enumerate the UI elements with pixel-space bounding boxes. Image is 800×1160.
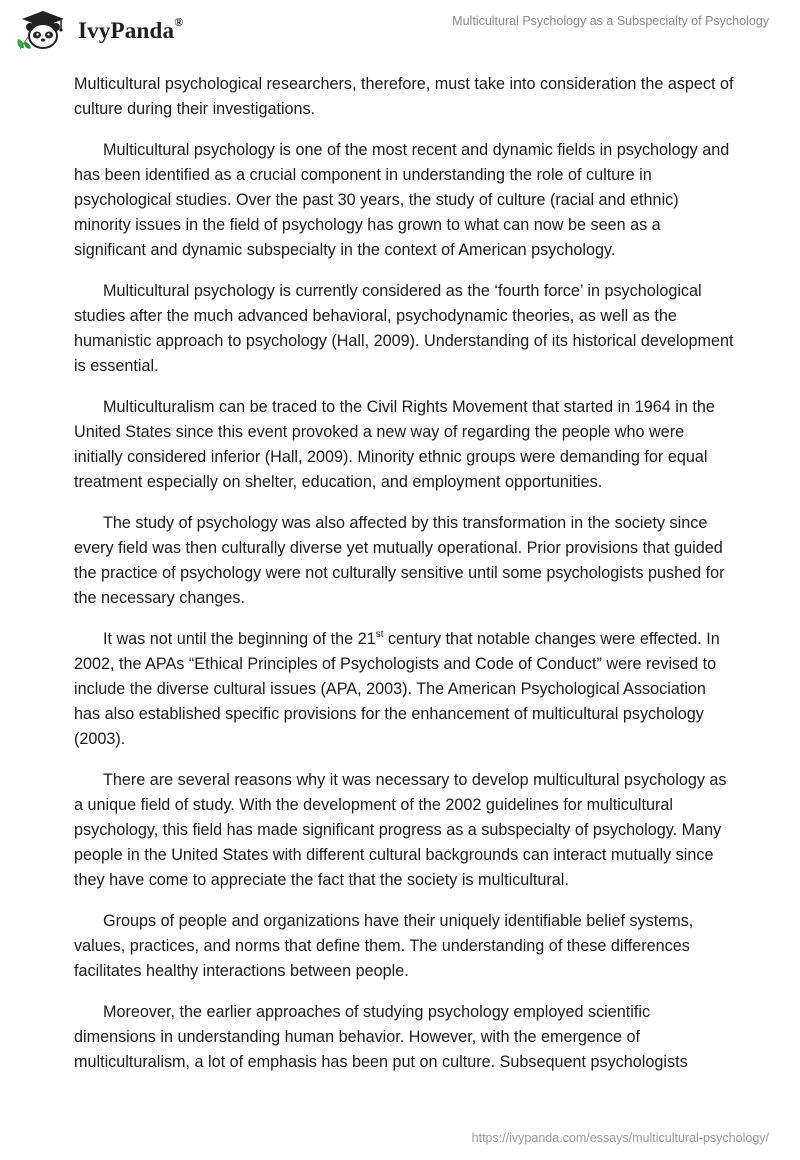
- essay-body: [74, 72, 734, 1091]
- paragraph: Moreover, the earlier approaches of studying psychology employed scientific dimensions in understanding human behavior. However, with the emergence of multiculturalism, a lot of emphasis has been put on culture. Subsequent psychologists: [74, 1003, 688, 1071]
- ivypanda-logo[interactable]: [14, 9, 183, 51]
- running-title: Multicultural Psychology as a Subspecialty of Psychology: [452, 14, 769, 28]
- brand-name: IvyPanda®: [78, 15, 184, 43]
- panda-graduate-icon: [14, 9, 72, 51]
- paragraph: Groups of people and organizations have their uniquely identifiable belief systems, values, practices, and norms that define them. The understanding of these differences facilitates healthy interactions between people.: [74, 912, 694, 980]
- page-header: [0, 0, 800, 64]
- paragraph: Multicultural psychology is currently considered as the ‘fourth force’ in psychological studies after the much advanced behavioral, psychodynamic theories, as well as the humanistic approach to psychology (Hall, 2009). Understanding of its historical development is essential.: [74, 282, 734, 375]
- paragraph: The study of psychology was also affected by this transformation in the society since every field was then culturally diverse yet mutually operational. Prior provisions that guided the practice of psychology were not culturally sensitive until some psychologists pushed for the necessary changes.: [74, 514, 725, 607]
- source-url-link[interactable]: https://ivypanda.com/essays/multicultural-psychology/: [471, 1131, 769, 1145]
- paragraph: Multiculturalism can be traced to the Civil Rights Movement that started in 1964 in the United States since this event provoked a new way of regarding the people who were initially considered inferior (Hall, 2009). Minority ethnic groups were demanding for equal treatment especially on shelter, education, and employment opportunities.: [74, 398, 715, 491]
- paragraph: Multicultural psychology is one of the most recent and dynamic fields in psychology and has been identified as a crucial component in understanding the role of culture in psychological studies. Over the past 30 years, the study of culture (racial and ethnic) minority issues in the field of psychology has grown to what can now be seen as a significant and dynamic subspecialty in the context of American psychology.: [74, 141, 730, 259]
- paragraph: Multicultural psychological researchers, therefore, must take into consideration the aspect of culture during their investigations.: [74, 75, 734, 118]
- paragraph: It was not until the beginning of the 21st century that notable changes were effected. In 2002, the APAs “Ethical Principles of Psychologists and Code of Conduct” were revised to include the diverse cultural issues (APA, 2003). The American Psychological Association has also established specific provisions for the enhancement of multicultural psychology (2003).: [74, 628, 720, 748]
- paragraph: There are several reasons why it was necessary to develop multicultural psychology as a unique field of study. With the development of the 2002 guidelines for multicultural psychology, this field has made significant progress as a subspecialty of psychology. Many people in the United States with different cultural backgrounds can interact mutually since they have come to appreciate the fact that the society is multicultural.: [74, 771, 727, 889]
